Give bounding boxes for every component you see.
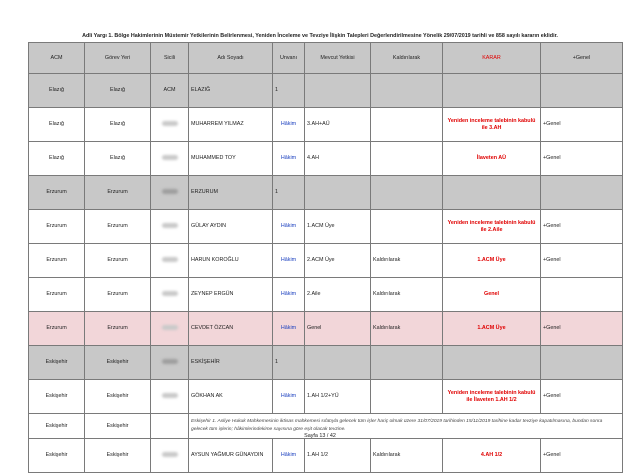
- cell-name: HARUN KOROĞLU: [189, 244, 273, 278]
- cell-unvan: 1: [273, 176, 305, 210]
- cell-genel: +Genel: [541, 380, 623, 414]
- cell-sicil: [151, 439, 189, 473]
- cell-kaldir: Kaldırılarak: [371, 244, 443, 278]
- city-row: [29, 346, 623, 380]
- cell-karar: İlaveten AÜ: [443, 142, 541, 176]
- redacted-sicil: [162, 121, 178, 126]
- cell-genel: +Genel: [541, 142, 623, 176]
- redacted-sicil: [162, 359, 178, 364]
- cell-sicil: [151, 312, 189, 346]
- header-genel: +Genel: [541, 43, 623, 74]
- cell-gorev: Erzurum: [85, 244, 151, 278]
- cell-acm: Erzurum: [29, 210, 85, 244]
- table-row: [29, 312, 623, 346]
- note-gorev: Eskişehir: [85, 414, 151, 439]
- cell-genel: +Genel: [541, 244, 623, 278]
- redacted-sicil: [162, 189, 178, 194]
- header-acm: ACM: [29, 43, 85, 74]
- note-acm: Eskişehir: [29, 414, 85, 439]
- cell-gorev: Erzurum: [85, 210, 151, 244]
- cell-name: MUHAMMED TOY: [189, 142, 273, 176]
- cell-kaldir: [371, 74, 443, 108]
- cell-mevcut: 2.ACM Üye: [305, 244, 371, 278]
- cell-acm: Erzurum: [29, 176, 85, 210]
- cell-acm: Erzurum: [29, 278, 85, 312]
- cell-karar: 1.ACM Üye: [443, 312, 541, 346]
- page-number: Sayfa 13 / 42: [304, 433, 336, 439]
- cell-kaldir: [371, 210, 443, 244]
- redacted-sicil: [162, 393, 178, 398]
- cell-acm: Erzurum: [29, 244, 85, 278]
- table-header-row: [29, 43, 623, 74]
- table-row: [29, 210, 623, 244]
- cell-kaldir: Kaldırılarak: [371, 278, 443, 312]
- cell-mevcut: 3.AH+AÜ: [305, 108, 371, 142]
- cell-mevcut: 1.ACM Üye: [305, 210, 371, 244]
- header-adi-soyadi: Adı Soyadı: [189, 43, 273, 74]
- cell-unvan: Hâkim: [273, 142, 305, 176]
- cell-name: CEVDET ÖZCAN: [189, 312, 273, 346]
- cell-gorev: Erzurum: [85, 176, 151, 210]
- cell-kaldir: Kaldırılarak: [371, 439, 443, 473]
- cell-acm: Elazığ: [29, 142, 85, 176]
- cell-sicil: [151, 346, 189, 380]
- cell-karar: [443, 346, 541, 380]
- cell-mevcut: [305, 346, 371, 380]
- cell-name: ESKİŞEHİR: [189, 346, 273, 380]
- cell-genel: +Genel: [541, 108, 623, 142]
- cell-genel: +Genel: [541, 312, 623, 346]
- header-gorev-yeri: Görev Yeri: [85, 43, 151, 74]
- header-kaldirilarak: Kaldırılarak: [371, 43, 443, 74]
- cell-karar: [443, 176, 541, 210]
- note-text: Eskişehir 1. Asliye Hukuk Mahkemesinin iktisas mahkemesi sıfatıyla gelecek tüm işler hariç olmak üzere 31/07/2019 tarihinden 15/11/2019 tarihine kadar tevziye kapatılmasına, bundan sonra gelecek tüm işlerin; hâkimlerindekime sayısına göre eşit olacak tevzine.: [191, 419, 603, 432]
- cell-kaldir: [371, 380, 443, 414]
- header-unvani: Unvanı: [273, 43, 305, 74]
- cell-karar: 4.AH 1/2: [443, 439, 541, 473]
- cell-acm: Elazığ: [29, 108, 85, 142]
- cell-gorev: Eskişehir: [85, 346, 151, 380]
- cell-kaldir: [371, 176, 443, 210]
- table-row: [29, 380, 623, 414]
- cell-sicil: [151, 380, 189, 414]
- cell-name: ERZURUM: [189, 176, 273, 210]
- cell-kaldir: [371, 108, 443, 142]
- cell-unvan: Hâkim: [273, 210, 305, 244]
- header-mevcut-yetkisi: Mevcut Yetkisi: [305, 43, 371, 74]
- cell-mevcut: Genel: [305, 312, 371, 346]
- cell-mevcut: 4.AH: [305, 142, 371, 176]
- cell-genel: +Genel: [541, 210, 623, 244]
- decision-table: [28, 42, 623, 473]
- cell-acm: Erzurum: [29, 312, 85, 346]
- cell-mevcut: [305, 74, 371, 108]
- cell-sicil: ACM: [151, 74, 189, 108]
- cell-mevcut: 1.AH 1/2: [305, 439, 371, 473]
- cell-karar: 1.ACM Üye: [443, 244, 541, 278]
- table-row: [29, 142, 623, 176]
- cell-genel: [541, 346, 623, 380]
- cell-unvan: Hâkim: [273, 380, 305, 414]
- cell-unvan: Hâkim: [273, 108, 305, 142]
- table-row: [29, 439, 623, 473]
- header-sicil: Sicili: [151, 43, 189, 74]
- cell-karar: Yeniden inceleme talebinin kabulü ile 3.AH: [443, 108, 541, 142]
- cell-acm: Eskişehir: [29, 346, 85, 380]
- cell-gorev: Elazığ: [85, 142, 151, 176]
- cell-unvan: Hâkim: [273, 244, 305, 278]
- redacted-sicil: [162, 257, 178, 262]
- cell-unvan: Hâkim: [273, 278, 305, 312]
- cell-name: ZEYNEP ERGÜN: [189, 278, 273, 312]
- cell-sicil: [151, 142, 189, 176]
- cell-gorev: Eskişehir: [85, 380, 151, 414]
- cell-genel: [541, 278, 623, 312]
- document-title: Adli Yargı 1. Bölge Hakimlerinin Müstemir Yetkilerinin Belirlenmesi, Yeniden İnceleme ve Tevziye İlişkin Talepleri Değerlendirilmesine Yönelik 29/07/2019 tarihli ve 858 sayılı kararın eklidir.: [82, 33, 558, 39]
- redacted-sicil: [162, 452, 178, 457]
- table-row: [29, 244, 623, 278]
- cell-kaldir: [371, 346, 443, 380]
- cell-name: MUHARREM YILMAZ: [189, 108, 273, 142]
- cell-karar: Yeniden inceleme talebinin kabulü ile İlaveten 1.AH 1/2: [443, 380, 541, 414]
- cell-genel: [541, 176, 623, 210]
- cell-kaldir: Kaldırılarak: [371, 312, 443, 346]
- cell-kaldir: [371, 142, 443, 176]
- cell-name: GÖKHAN AK: [189, 380, 273, 414]
- cell-gorev: Erzurum: [85, 278, 151, 312]
- cell-genel: [541, 74, 623, 108]
- header-karar: KARAR: [443, 43, 541, 74]
- cell-unvan: 1: [273, 346, 305, 380]
- redacted-sicil: [162, 223, 178, 228]
- cell-unvan: 1: [273, 74, 305, 108]
- cell-name: ELAZIĞ: [189, 74, 273, 108]
- cell-unvan: Hâkim: [273, 439, 305, 473]
- cell-unvan: Hâkim: [273, 312, 305, 346]
- city-row: [29, 176, 623, 210]
- cell-sicil: [151, 108, 189, 142]
- cell-karar: Genel: [443, 278, 541, 312]
- cell-genel: +Genel: [541, 439, 623, 473]
- cell-gorev: Eskişehir: [85, 439, 151, 473]
- cell-sicil: [151, 278, 189, 312]
- cell-gorev: Erzurum: [85, 312, 151, 346]
- cell-acm: Eskişehir: [29, 439, 85, 473]
- cell-gorev: Elazığ: [85, 108, 151, 142]
- cell-sicil: [151, 244, 189, 278]
- table-body: [29, 74, 623, 473]
- redacted-sicil: [162, 325, 178, 330]
- cell-gorev: Elazığ: [85, 74, 151, 108]
- table-row: [29, 278, 623, 312]
- cell-mevcut: 1.AH 1/2+YÜ: [305, 380, 371, 414]
- cell-karar: Yeniden inceleme talebinin kabulü ile 2.Aile: [443, 210, 541, 244]
- cell-mevcut: [305, 176, 371, 210]
- city-row: [29, 74, 623, 108]
- cell-karar: [443, 74, 541, 108]
- redacted-sicil: [162, 155, 178, 160]
- cell-acm: Elazığ: [29, 74, 85, 108]
- table-row: [29, 108, 623, 142]
- cell-name: AYSUN YAĞMUR GÜNAYDIN: [189, 439, 273, 473]
- cell-acm: Eskişehir: [29, 380, 85, 414]
- cell-sicil: [151, 210, 189, 244]
- cell-sicil: [151, 176, 189, 210]
- redacted-sicil: [162, 291, 178, 296]
- cell-name: GÜLAY AYDIN: [189, 210, 273, 244]
- cell-mevcut: 2.Aile: [305, 278, 371, 312]
